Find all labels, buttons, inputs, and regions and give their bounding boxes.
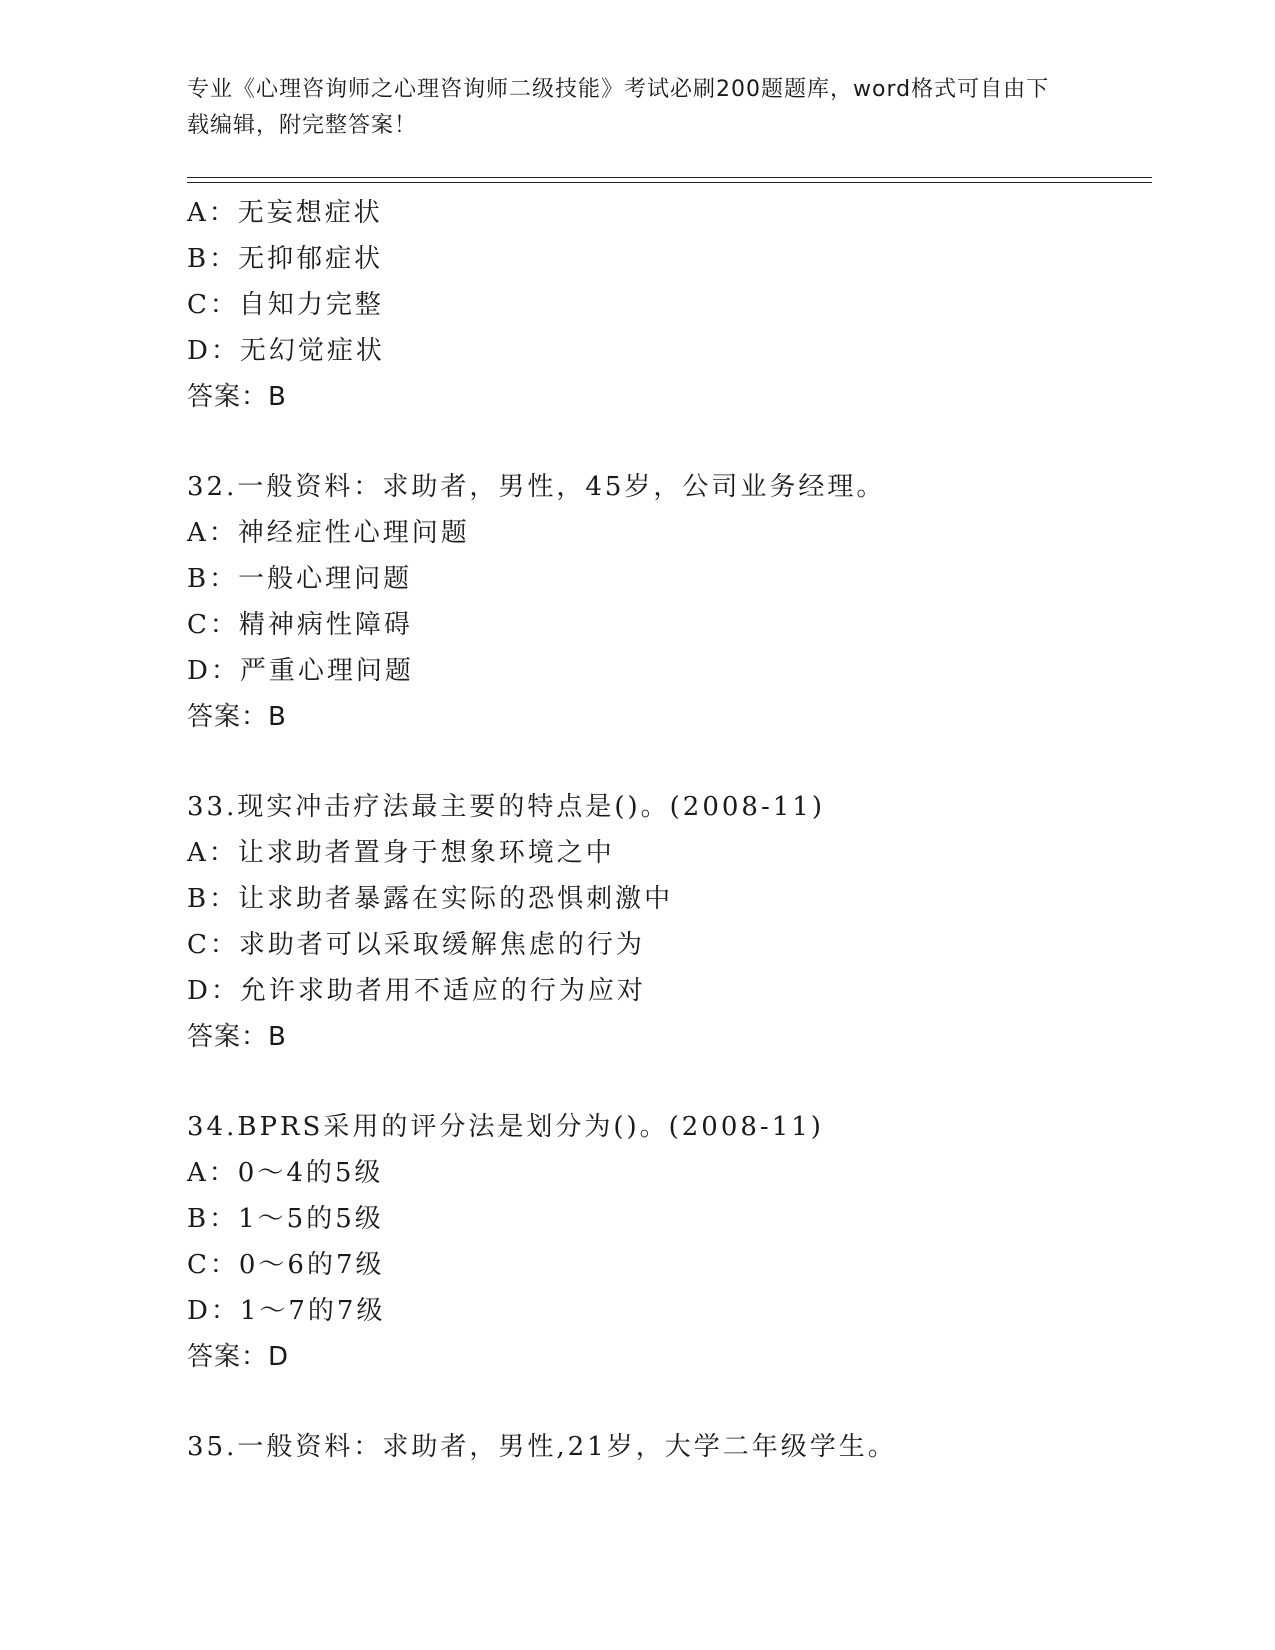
option-b: B：无抑郁症状 (187, 244, 384, 274)
option-a: A：无妄想症状 (187, 198, 383, 228)
option-c: C：求助者可以采取缓解焦虑的行为 (187, 930, 645, 960)
option-b: B：一般心理问题 (187, 564, 413, 594)
option-a: A：让求助者置身于想象环境之中 (187, 838, 615, 868)
header-divider-top (187, 177, 1152, 178)
option-c: C：0～6的7级 (187, 1250, 385, 1280)
question-text: 34.BPRS采用的评分法是划分为()。(2008-11) (187, 1112, 824, 1142)
option-a: A：神经症性心理问题 (187, 518, 470, 548)
answer-line: 答案：B (187, 1022, 287, 1052)
option-a: A：0～4的5级 (187, 1158, 384, 1188)
answer-line: 答案：B (187, 382, 287, 412)
question-text: 33.现实冲击疗法最主要的特点是()。(2008-11) (187, 792, 825, 822)
document-header: 专业《心理咨询师之心理咨询师二级技能》考试必刷200题题库，word格式可自由下载编辑，附完整答案！ (187, 77, 1050, 138)
question-block-35 (187, 1424, 1147, 1470)
answer-line: 答案：D (187, 1342, 290, 1372)
option-d: D：无幻觉症状 (187, 336, 385, 366)
question-block-32 (187, 464, 1147, 740)
option-b: B：让求助者暴露在实际的恐惧刺激中 (187, 884, 674, 914)
option-d: D：1～7的7级 (187, 1296, 386, 1326)
question-text: 35.一般资料：求助者，男性,21岁，大学二年级学生。 (187, 1432, 897, 1462)
header-divider-bottom (187, 182, 1152, 183)
question-block-33 (187, 784, 1147, 1060)
option-c: C：精神病性障碍 (187, 610, 413, 640)
question-text: 32.一般资料：求助者，男性，45岁，公司业务经理。 (187, 472, 886, 502)
option-b: B：1～5的5级 (187, 1204, 384, 1234)
answer-line: 答案：B (187, 702, 287, 732)
option-d: D：允许求助者用不适应的行为应对 (187, 976, 646, 1006)
option-c: C：自知力完整 (187, 290, 384, 320)
question-block-31 (187, 190, 1147, 420)
question-block-34 (187, 1104, 1147, 1380)
question-list (187, 190, 1147, 1470)
option-d: D：严重心理问题 (187, 656, 414, 686)
